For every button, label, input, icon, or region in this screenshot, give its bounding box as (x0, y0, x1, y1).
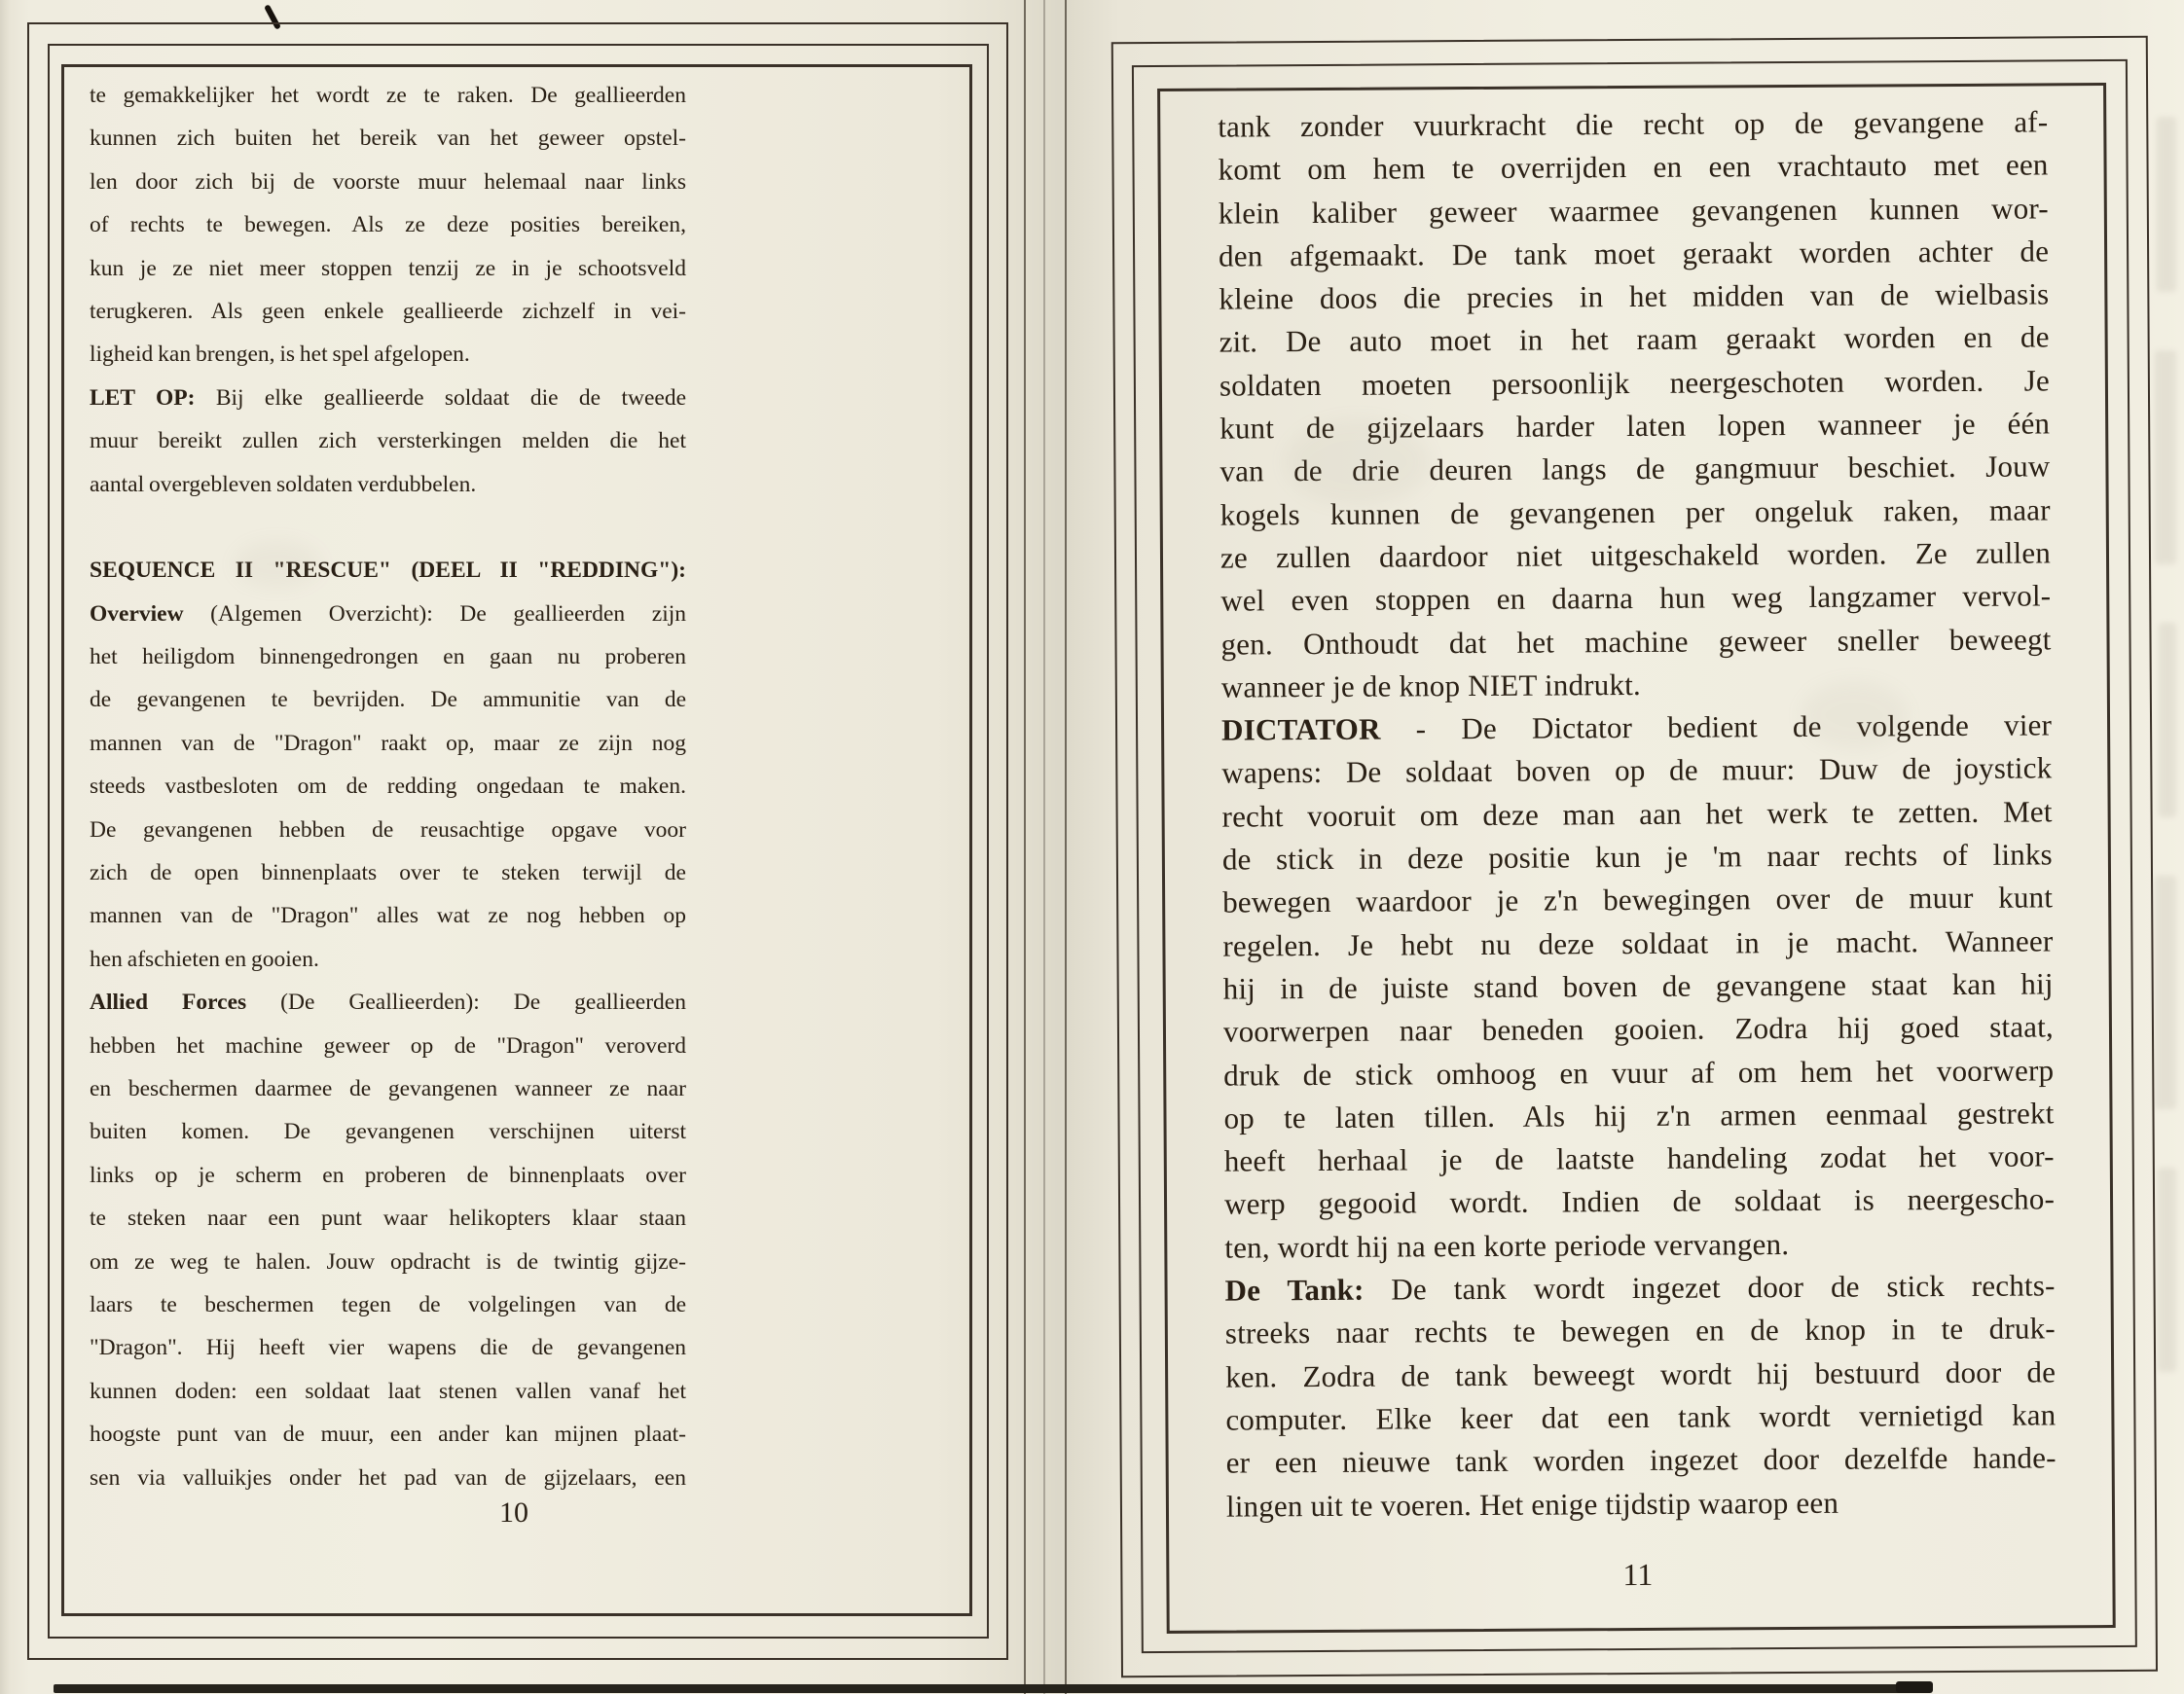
text-line: mannen van de "Dragon" raakt op, maar ze zijn nog (90, 730, 686, 756)
text-line: het heiligdom binnengedrongen en gaan nu proberen (90, 644, 686, 670)
text-line: Overview (Algemen Overzicht): De geallieerden zijn (90, 600, 686, 627)
bleed-through-mark (2155, 350, 2176, 564)
bleed-through-mark (2159, 623, 2176, 817)
text-line: kogels kunnen de gevangenen per ongeluk raken, maar (1219, 492, 2051, 532)
text-line: "Dragon". Hij heeft vier wapens die de gevangenen (90, 1335, 686, 1361)
text-line: LET OP: Bij elke geallieerde soldaat die de tweede (90, 384, 686, 411)
right-page-number: 11 (1622, 1556, 1654, 1593)
scan-edge-shadow (54, 1684, 1903, 1693)
bleed-through-mark (2158, 1168, 2176, 1372)
text-line: muur bereikt zullen zich versterkingen melden die het (90, 428, 686, 454)
text-line: of rechts te bewegen. Als ze deze posities bereiken, (90, 212, 686, 238)
text-line: te gemakkelijker het wordt ze te raken. De geallieerden (90, 83, 686, 108)
text-line: streeks naar rechts te bewegen en de knop in te druk- (1224, 1311, 2056, 1351)
text-line: buiten komen. De gevangenen verschijnen uiterst (90, 1119, 686, 1145)
text-line: lingen uit te voeren. Het enige tijdstip waarop een (1225, 1485, 1839, 1524)
text-line: wapens: De soldaat boven op de muur: Duw de joystick (1221, 750, 2053, 791)
text-line: links op je scherm en proberen de binnenplaats over (90, 1162, 686, 1188)
text-line: van de drie deuren langs de gangmuur beschiet. Jouw (1219, 449, 2051, 488)
text-line: hij in de juiste stand boven de gevangene staat kan hij (1222, 966, 2054, 1006)
bleed-through-mark (2157, 117, 2176, 292)
bleed-through-mark (234, 540, 321, 589)
text-line: kunnen doden: een soldaat laat stenen vallen vanaf het (90, 1378, 686, 1404)
text-line: DICTATOR - De Dictator bedient de volgende vier (1220, 707, 2053, 747)
scan-edge-shadow (1896, 1681, 1933, 1693)
text-line: op te laten tillen. Als hij z'n armen eenmaal gestrekt (1223, 1096, 2055, 1135)
text-line: zich de open binnenplaats over te steken terwijl de (90, 860, 686, 886)
text-line: gen. Onthoudt dat het machine geweer sneller beweegt (1220, 621, 2052, 662)
text-line: soldaten moeten persoonlijk neergeschoten worden. Je (1219, 363, 2051, 403)
text-line: computer. Elke keer dat een tank wordt vernietigd kan (1225, 1397, 2057, 1437)
text-line: sen via valluikjes onder het pad van de gijzelaars, een (90, 1464, 686, 1491)
bleed-through-mark (1801, 681, 1908, 749)
text-line: ze zullen daardoor niet uitgeschakeld worden. Ze zullen (1219, 535, 2052, 575)
text-line: kunnen zich buiten het bereik van het geweer opstel- (90, 126, 686, 152)
text-line: de stick in deze positie kun je 'm naar rechts of links (1221, 837, 2053, 877)
text-line: heeft herhaal je de laatste handeling zodat het voor- (1223, 1138, 2055, 1178)
text-line: kleine doos die precies in het midden van de wielbasis (1219, 276, 2050, 316)
text-line: den afgemaakt. De tank moet geraakt worden achter de (1218, 234, 2050, 273)
text-line: voorwerpen naar beneden gooien. Zodra hij goed staat, (1222, 1009, 2055, 1049)
text-line: ligheid kan brengen, is het spel afgelopen. (90, 342, 470, 368)
text-line: klein kaliber geweer waarmee gevangenen kunnen wor- (1218, 190, 2049, 231)
text-line: de gevangenen te bevrijden. De ammunitie van de (90, 687, 686, 713)
text-line: komt om hem te overrijden en een vrachtauto met een (1218, 147, 2049, 187)
text-line: er een nieuwe tank worden ingezet door dezelfde hande- (1225, 1440, 2057, 1480)
text-line: kun je ze niet meer stoppen tenzij ze in je schootsveld (90, 255, 686, 281)
text-line: kunt de gijzelaars harder laten lopen wanneer je één (1219, 406, 2051, 446)
text-line: hen afschieten en gooien. (90, 946, 319, 972)
text-line: hoogste punt van de muur, een ander kan mijnen plaat- (90, 1422, 686, 1448)
text-line: De Tank: De tank wordt ingezet door de stick rechts- (1224, 1268, 2056, 1308)
text-line: SEQUENCE II "RESCUE" (DEEL II "REDDING"): (90, 558, 686, 584)
text-line: recht vooruit om deze man aan het werk te zetten. Met (1221, 794, 2053, 834)
text-line: Allied Forces (De Geallieerden): De geallieerden (90, 990, 686, 1016)
text-line: terugkeren. Als geen enkele geallieerde zichzelf in vei- (90, 298, 686, 324)
text-line: steeds vastbesloten om de redding ongedaan te maken. (90, 774, 686, 800)
text-line: laars te beschermen tegen de volgelingen van de (90, 1291, 686, 1317)
text-line: ken. Zodra de tank beweegt wordt hij bestuurd door de (1225, 1353, 2057, 1394)
text-line: aantal overgebleven soldaten verdubbelen. (90, 471, 477, 497)
text-line: len door zich bij de voorste muur helemaal naar links (90, 168, 686, 195)
text-line: De gevangenen hebben de reusachtige opgave voor (90, 816, 686, 843)
text-line: bewegen waardoor je z'n bewegingen over de muur kunt (1222, 880, 2054, 919)
text-line: zit. De auto moet in het raam geraakt worden en de (1219, 319, 2050, 360)
left-page-number: 10 (499, 1496, 528, 1529)
text-line: druk de stick omhoog en vuur af om hem het voorwerp (1223, 1052, 2055, 1093)
text-line: mannen van de "Dragon" alles wat ze nog hebben op (90, 903, 686, 929)
text-line: wanneer je de knop NIET indrukt. (1220, 667, 1641, 704)
text-line: te steken naar een punt waar helikopters klaar staan (90, 1206, 686, 1232)
text-line: hebben het machine geweer op de "Dragon" veroverd (90, 1032, 686, 1059)
text-line: werp gegooid wordt. Indien de soldaat is neergescho- (1223, 1181, 2056, 1222)
right-page-text (1218, 100, 2057, 1528)
text-line: en beschermen daarmee de gevangenen wanneer ze naar (90, 1075, 686, 1101)
text-line: regelen. Je hebt nu deze soldaat in je macht. Wanneer (1222, 923, 2054, 963)
text-line: wel even stoppen en daarna hun weg langzamer vervol- (1220, 578, 2052, 618)
bleed-through-mark (1285, 418, 1431, 506)
text-line: tank zonder vuurkracht die recht op de gevangene af- (1218, 104, 2049, 144)
text-line: ten, wordt hij na een korte periode vervangen. (1224, 1226, 1790, 1265)
text-line: om ze weg te halen. Jouw opdracht is de twintig gijze- (90, 1248, 686, 1275)
bleed-through-mark (2155, 876, 2176, 1109)
